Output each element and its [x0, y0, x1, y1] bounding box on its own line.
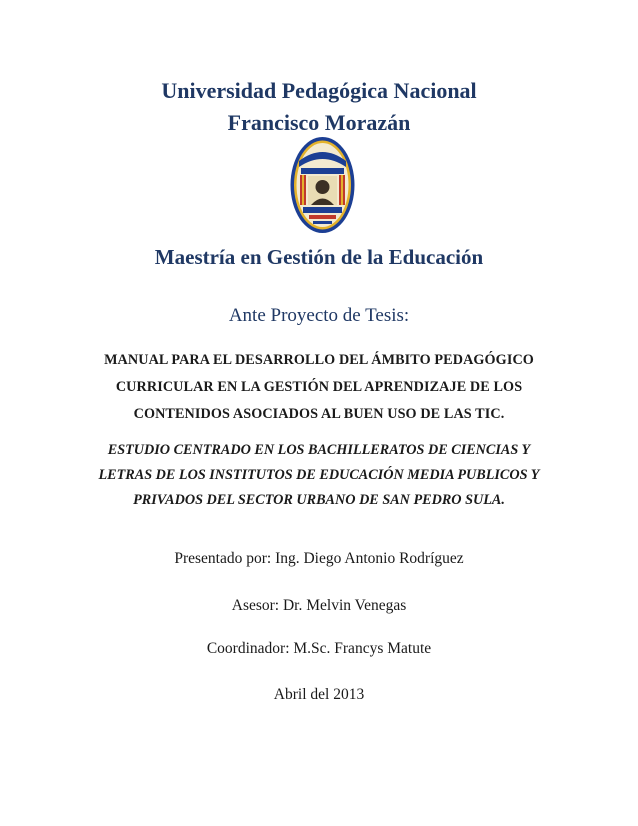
- seal-name-ribbon: [301, 168, 344, 174]
- thesis-subtitle-line-1: ESTUDIO CENTRADO EN LOS BACHILLERATOS DE CIENCIAS Y: [107, 442, 531, 458]
- seal-motto-ribbon: [303, 207, 342, 213]
- thesis-title-line-1: MANUAL PARA EL DESARROLLO DEL ÁMBITO PEDAGÓGICO: [104, 352, 534, 368]
- thesis-title-line-3: CONTENIDOS ASOCIADOS AL BUEN USO DE LAS TIC.: [133, 406, 505, 422]
- university-seal-icon: [289, 135, 356, 235]
- university-name-line-1: Universidad Pedagógica Nacional: [161, 78, 477, 103]
- program-name: Maestría en Gestión de la Educación: [154, 245, 484, 269]
- thesis-subtitle-line-2: LETRAS DE LOS INSTITUTOS DE EDUCACIÓN MEDIA PUBLICOS Y: [98, 467, 540, 483]
- presented-by: Presentado por: Ing. Diego Antonio Rodríguez: [174, 550, 464, 567]
- advisor: Asesor: Dr. Melvin Venegas: [231, 597, 407, 614]
- thesis-title-line-2: CURRICULAR EN LA GESTIÓN DEL APRENDIZAJE DE LOS: [115, 379, 523, 395]
- university-name-line-2: Francisco Morazán: [227, 110, 411, 135]
- date: Abril del 2013: [273, 686, 365, 703]
- document-type: Ante Proyecto de Tesis:: [228, 305, 410, 326]
- seal-portrait-head: [316, 180, 330, 194]
- thesis-subtitle-line-3: PRIVADOS DEL SECTOR URBANO DE SAN PEDRO SULA.: [133, 492, 505, 508]
- coordinator: Coordinador: M.Sc. Francys Matute: [206, 640, 432, 657]
